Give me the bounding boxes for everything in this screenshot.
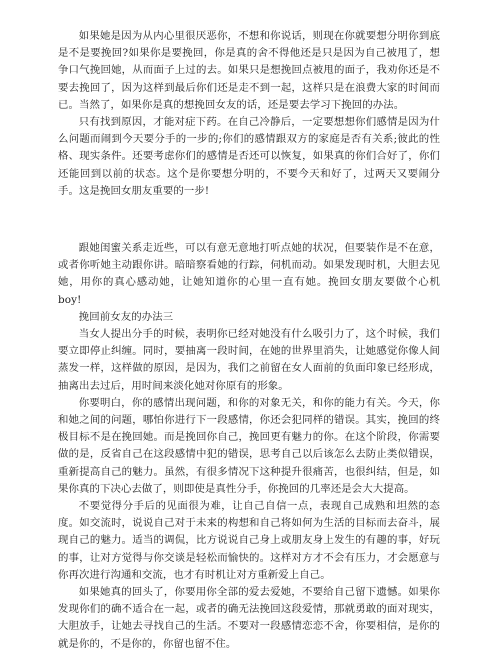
paragraph: 当女人提出分手的时候，表明你已经对她没有什么吸引力了，这个时候，我们要立即停止纠缠。同时，要抽离一段时间，在她的世界里消失，让她感觉你像人间蒸发一样，这样做的原因，是因为，我们之前留在女人面前的负面印象已经形成，抽离出去过后，用时间来淡化她对你原有的形象。	[58, 328, 440, 392]
top-text-section	[58, 28, 440, 200]
paragraph: 如果她真的回头了，你要用你全部的爱去爱她，不要给自己留下遗憾。如果你发现你们的确不适合在一起，或者的确无法挽回这段爱情，那就勇敢的面对现实，大胆放手，让她去寻找自己的生活。不要对一段感情恋恋不舍，你要相信，是你的就是你的，不是你的，你留也留不住。	[58, 586, 440, 650]
paragraph: 如果她是因为从内心里很厌恶你，不想和你说话，则现在你就要想分明你到底是不是要挽回?如果你是要挽回，你是真的舍不得他还是只是因为自己被甩了，想争口气挽回她，从而面子上过的去。如果只是想挽回点被甩的面子，我劝你还是不要去挽回了，因为这样到最后你们还是走不到一起，这样只是在浪费大家的时间而已。当然了，如果你是真的想挽回女友的话，还是要去学习下挽回的办法。	[58, 30, 440, 111]
paragraph: 跟她闺蜜关系走近些，可以有意无意地打听点她的状况，但要装作是不在意，或者你听她主动跟你讲。暗暗察看她的行踪，伺机而动。如果发现时机，大胆去见她，用你的真心感动她，让她知道你的心里一直有她。挽回女朋友要做个心机 boy!	[58, 242, 440, 306]
middle-text-section	[58, 240, 440, 653]
section-heading: 挽回前女友的办法三	[78, 310, 174, 323]
paragraph: 你要明白，你的感情出现问题，和你的对象无关，和你的能力有关。今天，你和她之间的问题，哪怕你进行下一段感情，你还会犯同样的错误。其实，挽回的终极目标不是在挽回她。而是挽回你自己，挽回更有魅力的你。在这个阶段，你需要做的是，反省自己在这段感情中犯的错误，思考自己以后该怎么去防止类似错误，重新提高自己的魅力。虽然，有很多情况下这种提升很痛苦，也很纠结，但是，如果你真的下决心去做了，则即使是真性分手，你挽回的几率还是会大大提高。	[58, 396, 440, 495]
paragraph: 不要觉得分手后的见面很为难，让自己自信一点，表现自己成熟和坦然的态度。如交流时，说说自己对于未来的构想和自己将如何为生活的目标而去奋斗，展现自己的魅力。适当的调侃，比方说说自己身上或朋友身上发生的有趣的事，好玩的事，让对方觉得与你交谈是轻松而愉快的。这样对方才不会有压力，才会愿意与你再次进行沟通和交流，也才有时机让对方重新爱上自己。	[58, 500, 440, 581]
paragraph: 只有找到原因，才能对症下药。在自己冷静后，一定要想想你们感情是因为什么问题而闹到今天要分手的一步的;你们的感情跟双方的家庭是否有关系;彼此的性格、现实条件。还要考虑你们的感情是否还可以恢复，如果真的你们合好了，你们还能回到以前的状态。这个是你要想分明的，不要今天和好了，过两天又要闹分手。这是挽回女朋友重要的一步!	[58, 116, 440, 197]
